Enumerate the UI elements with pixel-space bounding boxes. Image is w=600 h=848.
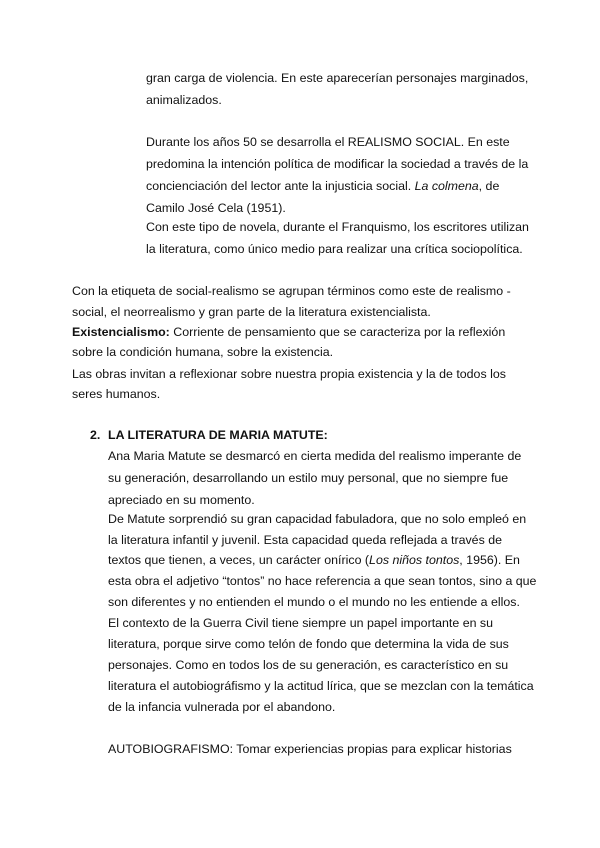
body-text-line: Camilo José Cela (1951). [146, 201, 286, 215]
text-run: Corriente de pensamiento que se caracteriza por la reflexión [169, 325, 506, 339]
body-text-line: seres humanos. [72, 387, 161, 401]
body-text-line: literatura, porque sirve como telón de fondo que determina la vida de sus [108, 637, 509, 651]
body-text-line: AUTOBIOGRAFISMO: Tomar experiencias propias para explicar historias [108, 742, 512, 756]
text-run: textos que tienen, a veces, un carácter onírico ( [108, 553, 370, 567]
body-text-line: gran carga de violencia. En este aparecerían personajes marginados, [146, 71, 529, 85]
body-text-line: Ana Maria Matute se desmarcó en cierta medida del realismo imperante de [108, 449, 522, 463]
body-text-line: predomina la intención política de modificar la sociedad a través de la [146, 157, 529, 171]
body-text-line: personajes. Como en todos los de su generación, es característico en su [108, 658, 509, 672]
term-existencialismo: Existencialismo: [72, 325, 170, 339]
body-text-line: apreciado en su momento. [108, 493, 255, 507]
body-text-line: literatura el autobiográfismo y la actitud lírica, que se mezclan con la temática [108, 679, 534, 693]
text-run: , 1956). En [459, 553, 520, 567]
body-text-line: Durante los años 50 se desarrolla el REALISMO SOCIAL. En este [146, 135, 510, 149]
book-title-la-colmena: La colmena [414, 179, 479, 193]
body-text-line: animalizados. [146, 93, 222, 107]
body-text-line: la literatura, como único medio para realizar una crítica sociopolítica. [146, 242, 523, 256]
section-heading: LA LITERATURA DE MARIA MATUTE: [108, 428, 328, 442]
body-text-line [146, 178, 499, 194]
body-text-line: De Matute sorprendió su gran capacidad fabuladora, que no solo empleó en [108, 512, 527, 526]
body-text-line [108, 552, 520, 568]
body-text-line: de la infancia vulnerada por el abandono. [108, 700, 336, 714]
body-text-line: Las obras invitan a reflexionar sobre nuestra propia existencia y la de todos los [72, 367, 506, 381]
body-text-line: Con la etiqueta de social-realismo se agrupan términos como este de realismo - [72, 284, 511, 298]
body-text-line: la literatura infantil y juvenil. Esta capacidad queda reflejada a través de [108, 533, 502, 547]
body-text-line: social, el neorrealismo y gran parte de la literatura existencialista. [72, 305, 431, 319]
text-run: concienciación del lector ante la injusticia social. [146, 179, 415, 193]
body-text-line [72, 324, 505, 340]
body-text-line: Con este tipo de novela, durante el Franquismo, los escritores utilizan [146, 220, 529, 234]
body-text-line: su generación, desarrollando un estilo muy personal, que no siempre fue [108, 471, 509, 485]
book-title-los-ninos-tontos: Los niños tontos [369, 553, 460, 567]
body-text-line: son diferentes y no entienden el mundo o el mundo no les entiende a ellos. [108, 595, 520, 609]
body-text-line: esta obra el adjetivo “tontos” no hace referencia a que sean tontos, sino a que [108, 574, 537, 588]
body-text-line: El contexto de la Guerra Civil tiene siempre un papel importante en su [108, 616, 494, 630]
section-number: 2. [90, 428, 101, 442]
body-text-line: sobre la condición humana, sobre la existencia. [72, 345, 334, 359]
text-run: , de [478, 179, 500, 193]
